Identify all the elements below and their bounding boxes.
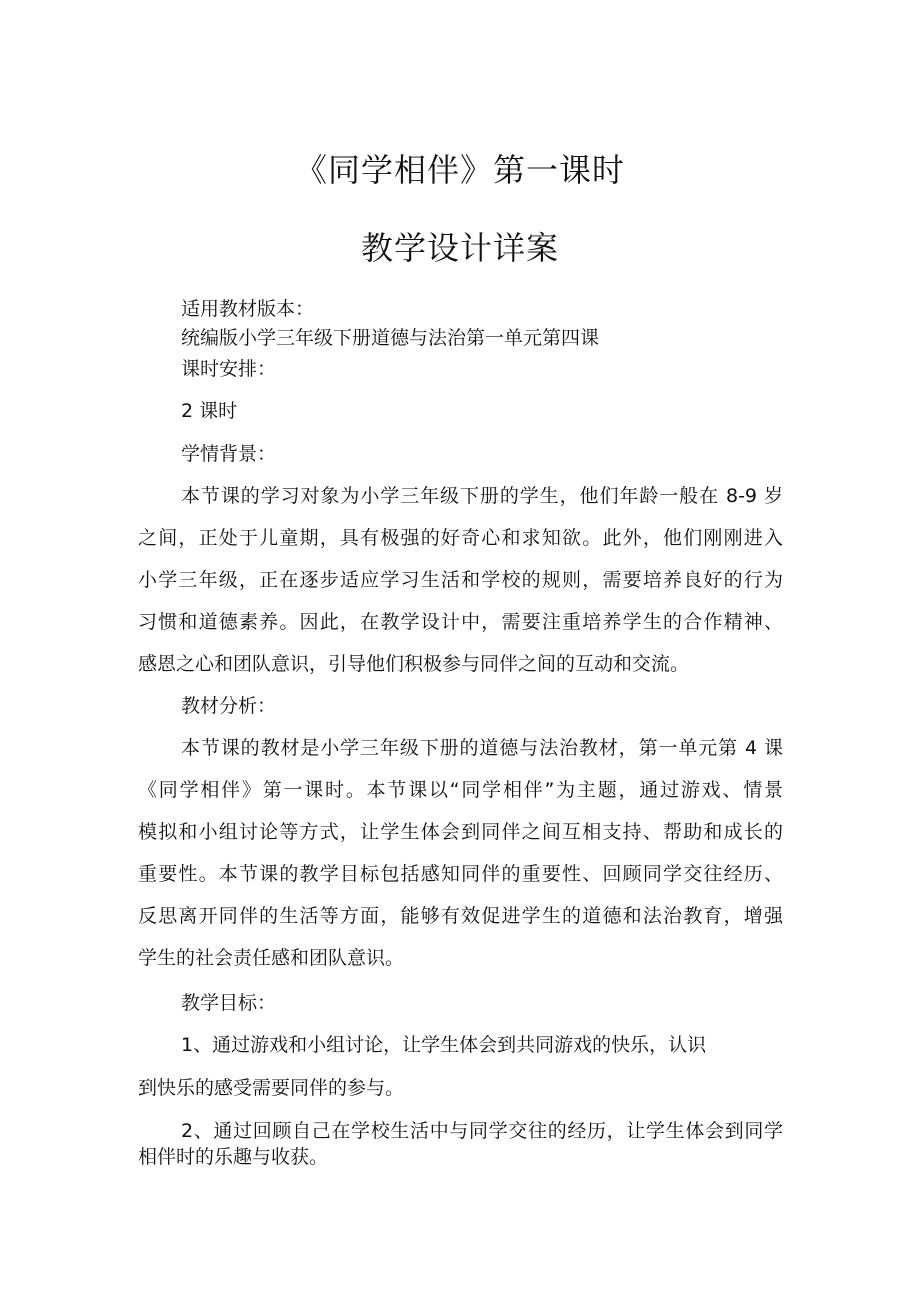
goals-label: 教学目标： (181, 992, 277, 1014)
background-label: 学情背景： (181, 443, 277, 465)
analysis-paragraph-line: 重要性。本节课的教学目标包括感知同伴的重要性、回顾同学交往经历、 (138, 863, 783, 885)
analysis-label: 教材分析： (181, 695, 277, 717)
goal-1-line2: 到快乐的感受需要同伴的参与。 (138, 1077, 405, 1099)
analysis-paragraph-line: 学生的社会责任感和团队意识。 (138, 947, 405, 969)
background-paragraph-line: 感恩之心和团队意识，引导他们积极参与同伴之间的互动和交流。 (138, 653, 690, 675)
goal-1-line1: 1、通过游戏和小组讨论，让学生体会到共同游戏的快乐，认识 (181, 1034, 707, 1056)
doc-title-line1: 《同学相伴》第一课时 (294, 151, 625, 189)
doc-title-line2: 教学设计详案 (360, 229, 559, 267)
schedule-label: 课时安排： (181, 358, 277, 380)
goal-2-line1: 2、通过回顾自己在学校生活中与同学交往的经历，让学生体会到同学 (181, 1120, 783, 1142)
textbook-value: 统编版小学三年级下册道德与法治第一单元第四课 (181, 327, 600, 349)
background-paragraph-line: 习惯和道德素养。因此，在教学设计中，需要注重培养学生的合作精神、 (138, 611, 783, 633)
analysis-paragraph-line: 本节课的教材是小学三年级下册的道德与法治教材，第一单元第 4 课 (181, 737, 783, 759)
background-paragraph-line: 小学三年级，正在逐步适应学习生活和学校的规则，需要培养良好的行为 (138, 569, 783, 591)
analysis-paragraph-line: 反思离开同伴的生活等方面，能够有效促进学生的道德和法治教育，增强 (138, 905, 783, 927)
analysis-paragraph-line: 《同学相伴》第一课时。本节课以“同学相伴”为主题，通过游戏、情景 (138, 779, 783, 801)
goal-2-line2: 相伴时的乐趣与收获。 (138, 1146, 329, 1168)
background-paragraph-line: 本节课的学习对象为小学三年级下册的学生，他们年龄一般在 8-9 岁 (181, 485, 783, 507)
schedule-value: 2 课时 (181, 400, 238, 422)
analysis-paragraph-line: 模拟和小组讨论等方式，让学生体会到同伴之间互相支持、帮助和成长的 (138, 821, 783, 843)
background-paragraph-line: 之间，正处于儿童期，具有极强的好奇心和求知欲。此外，他们刚刚进入 (138, 527, 783, 549)
textbook-label: 适用教材版本： (181, 298, 315, 320)
